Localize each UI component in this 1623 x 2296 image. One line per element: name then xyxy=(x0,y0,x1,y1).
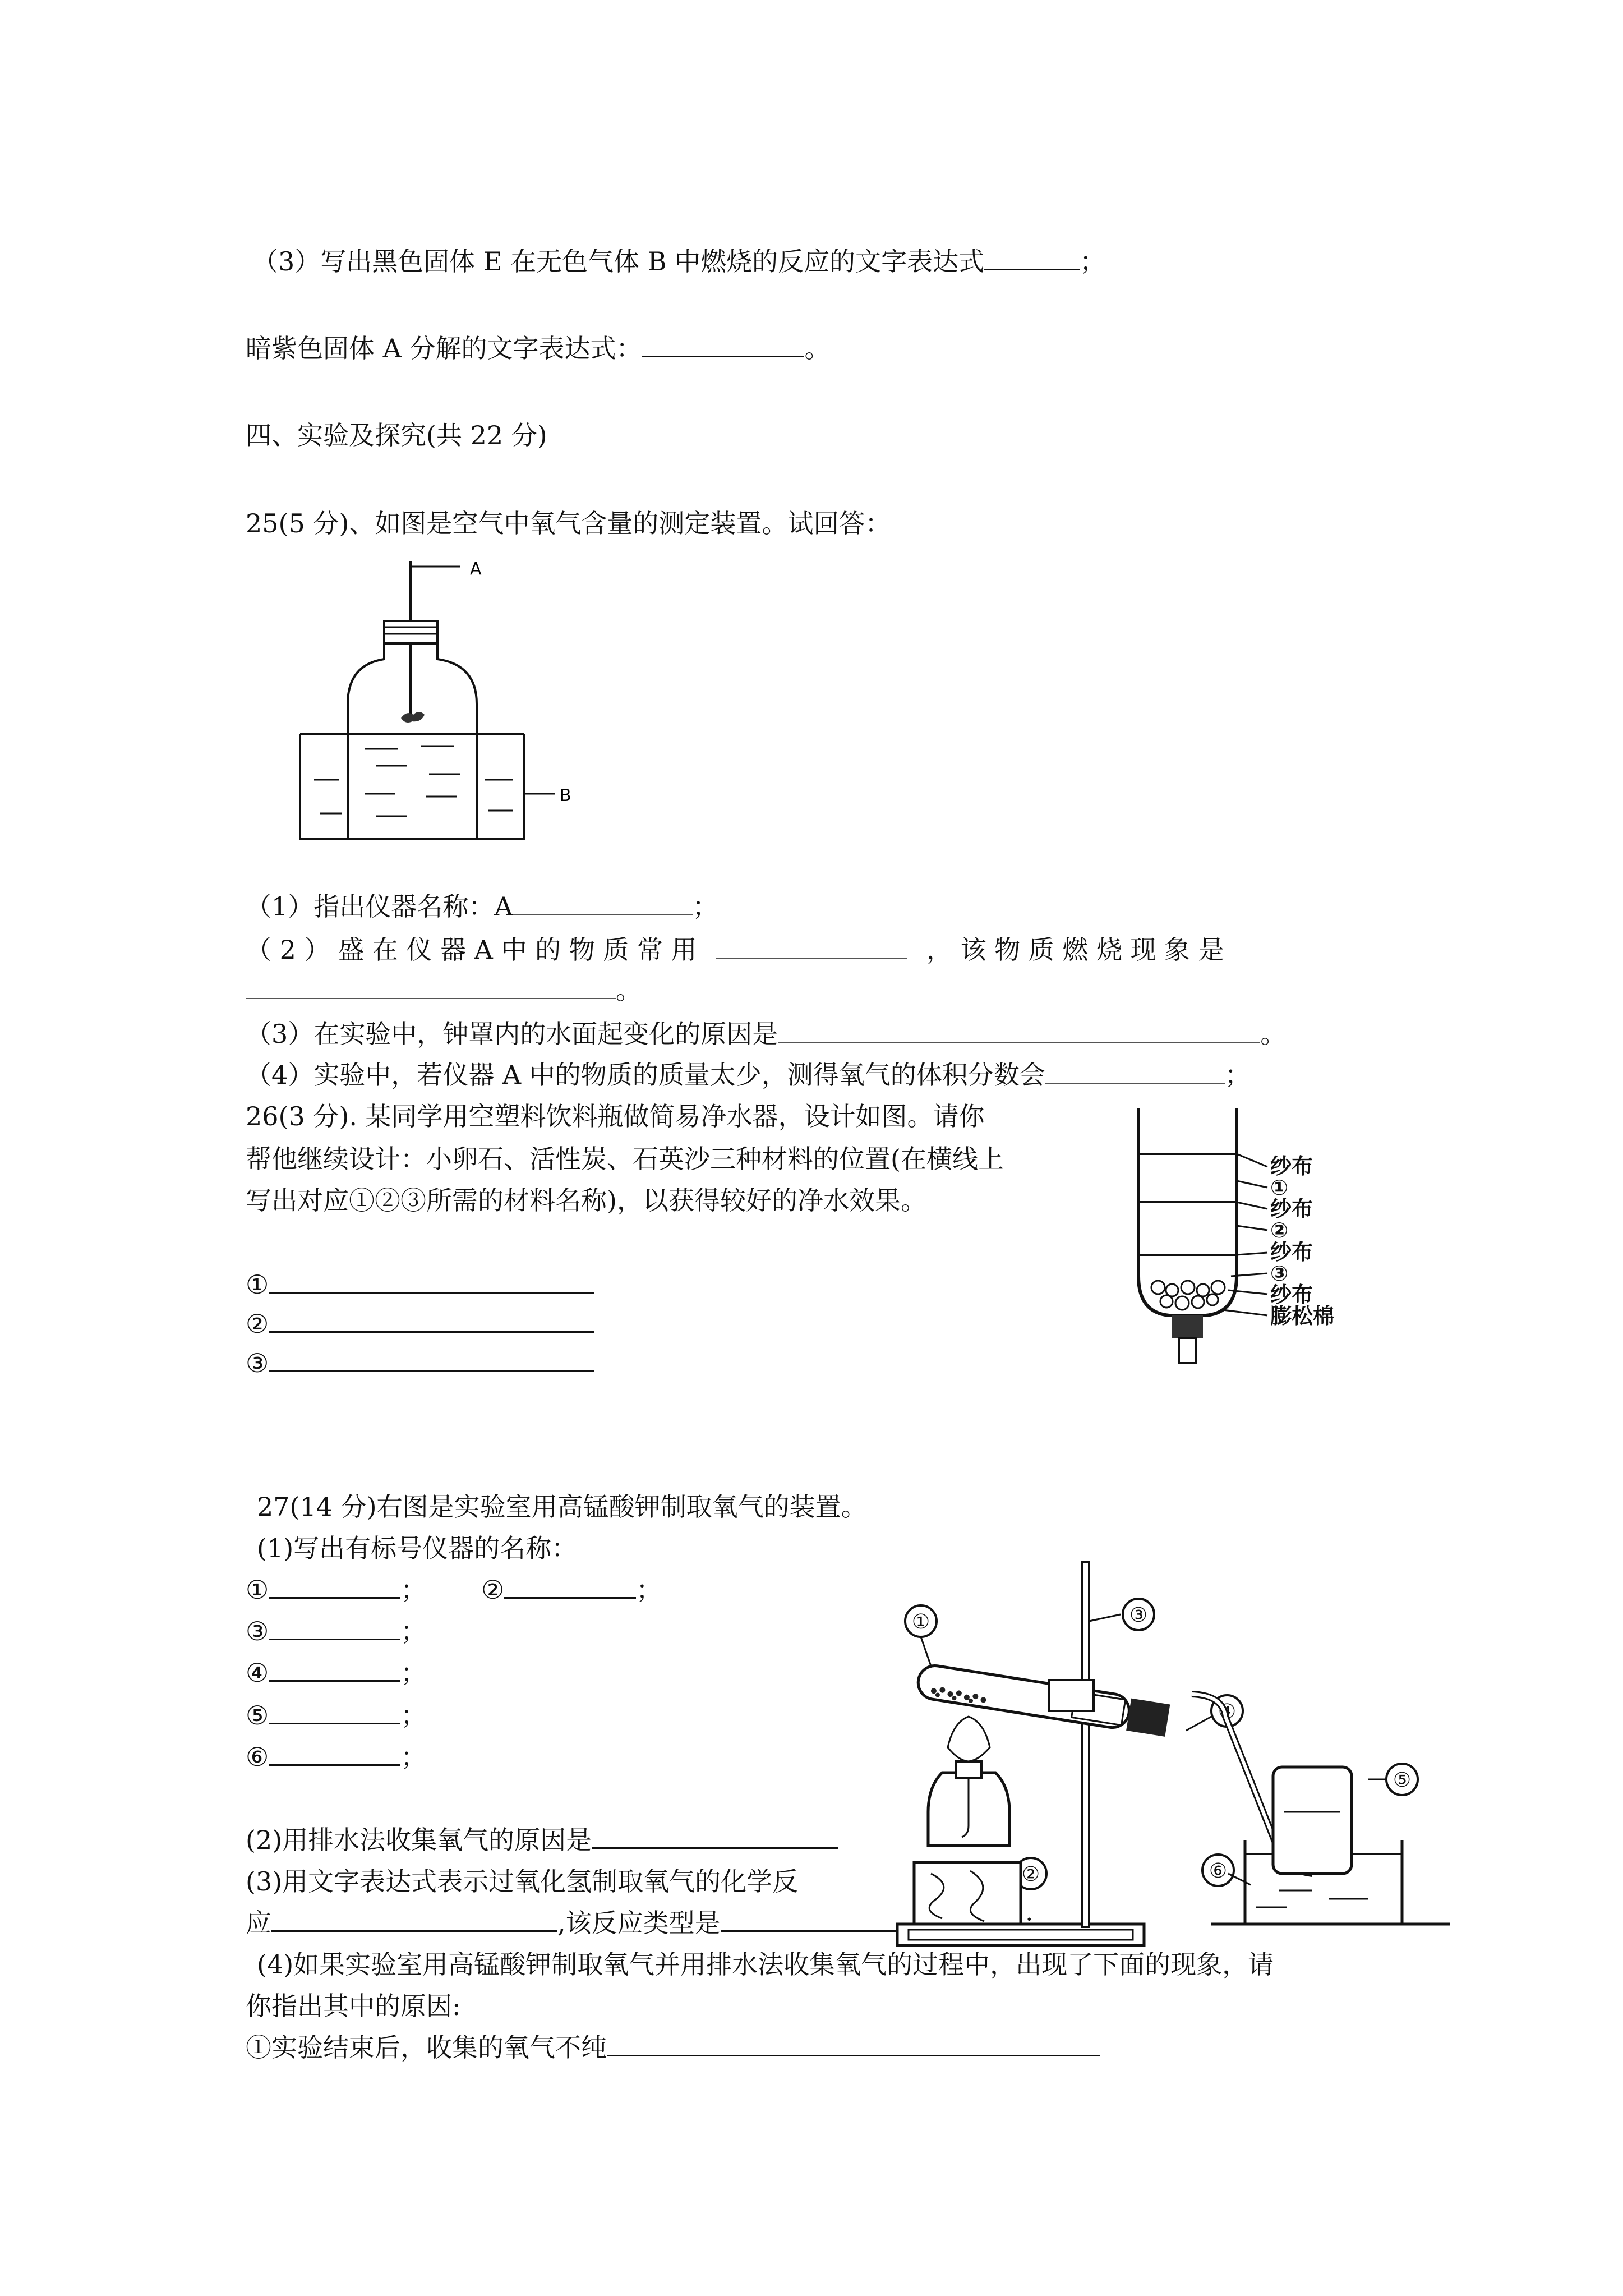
answer-blank[interactable] xyxy=(269,1575,400,1599)
apparatus-mark-6: ⑥ xyxy=(1209,1860,1228,1883)
q27-sub3b: 应 ,该反应类型是 xyxy=(246,1907,1049,1939)
answer-blank[interactable] xyxy=(642,333,804,357)
q27-sub3a: (3)用文字表达式表示过氧化氢制取氧气的化学反 xyxy=(246,1866,799,1897)
answer-blank[interactable] xyxy=(269,1348,594,1372)
q27-sub1: (1)写出有标号仪器的名称： xyxy=(257,1533,578,1563)
q27-blank-5: ⑤ ； xyxy=(246,1700,427,1731)
q24-line3a: （3）写出黑色固体 E 在无色气体 B 中燃烧的反应的文字表达式 ； xyxy=(252,246,1106,277)
q25-sub2a: （ 2 ） 盛 在 仪 器 A 中 的 物 质 常 用 ， 该 物 质 燃 烧 现 象 是 xyxy=(246,935,1224,965)
label-a: A xyxy=(470,559,482,579)
q26-blank-3: ③ xyxy=(246,1347,594,1379)
filter-label-mark-1: ① xyxy=(1270,1175,1289,1200)
q26-line3: 写出对应①②③所需的材料名称)，以获得较好的净水效果。 xyxy=(246,1185,926,1216)
q27-oxygen-apparatus-figure xyxy=(886,1548,1453,1952)
q27-blank-4: ④ ； xyxy=(246,1658,427,1688)
q27-sub4b: 你指出其中的原因: xyxy=(246,1991,461,2021)
q25-stem: 25(5 分)、如图是空气中氧气含量的测定装置。试回答： xyxy=(246,508,891,539)
q25-apparatus-figure xyxy=(292,555,583,853)
answer-blank[interactable] xyxy=(269,1700,400,1724)
answer-blank[interactable] xyxy=(716,935,907,959)
filter-label-cotton: 膨松棉 xyxy=(1270,1304,1335,1328)
answer-blank[interactable] xyxy=(607,2032,1100,2056)
filter-label-gauze-3: 纱布 xyxy=(1270,1240,1313,1264)
q27-stem: 27(14 分)右图是实验室用高锰酸钾制取氧气的装置。 xyxy=(257,1492,867,1522)
filter-label-mark-2: ② xyxy=(1270,1218,1289,1243)
answer-blank[interactable] xyxy=(269,1616,400,1640)
apparatus-mark-4: ④ xyxy=(1218,1700,1237,1723)
q27-blank-6: ⑥ ； xyxy=(246,1742,427,1772)
answer-blank[interactable] xyxy=(504,1575,636,1599)
answer-blank[interactable] xyxy=(269,1658,400,1682)
answer-blank[interactable] xyxy=(513,892,693,915)
q27-blank-2: ② ； xyxy=(481,1575,662,1605)
q26-line2: 帮他继续设计：小卵石、活性炭、石英沙三种材料的位置(在横线上 xyxy=(246,1144,1004,1174)
q26-line1: 26(3 分). 某同学用空塑料饮料瓶做简易净水器，设计如图。请你 xyxy=(246,1101,985,1131)
apparatus-mark-3: ③ xyxy=(1129,1604,1148,1627)
q26-blank-1: ① xyxy=(246,1269,594,1300)
answer-blank[interactable] xyxy=(269,1309,594,1333)
q25-sub3: （3）在实验中，钟罩内的水面起变化的原因是 。 xyxy=(246,1019,1287,1049)
filter-label-gauze-4: 纱布 xyxy=(1270,1282,1313,1307)
answer-blank[interactable] xyxy=(269,1269,594,1294)
q27-blank-1: ① ； xyxy=(246,1575,427,1605)
filter-label-gauze-2: 纱布 xyxy=(1270,1197,1313,1221)
q27-sub4a: (4)如果实验室用高锰酸钾制取氧气并用排水法收集氧气的过程中，出现了下面的现象，请 xyxy=(257,1949,1274,1980)
apparatus-mark-5: ⑤ xyxy=(1393,1769,1412,1792)
apparatus-mark-1: ① xyxy=(911,1611,930,1634)
q27-sub4c: ①实验结束后，收集的氧气不纯 xyxy=(246,2032,1100,2063)
apparatus-mark-2: ② xyxy=(1021,1863,1040,1886)
label-b: B xyxy=(560,786,571,806)
q24-line3b: 暗紫色固体 A 分解的文字表达式： 。 xyxy=(246,333,831,364)
answer-blank[interactable] xyxy=(778,1019,1260,1043)
q27-blank-3: ③ ； xyxy=(246,1616,427,1646)
q26-blank-2: ② xyxy=(246,1308,594,1340)
section-title: 四、实验及探究(共 22 分) xyxy=(246,420,547,450)
answer-blank[interactable] xyxy=(246,976,616,999)
filter-label-gauze-1: 纱布 xyxy=(1270,1154,1313,1179)
q25-sub1: （1）指出仪器名称：A ； xyxy=(246,891,718,922)
q26-filter-figure xyxy=(1116,1097,1385,1388)
answer-blank[interactable] xyxy=(984,246,1080,270)
q27-sub2: (2)用排水法收集氧气的原因是 xyxy=(246,1824,838,1856)
answer-blank[interactable] xyxy=(269,1742,400,1766)
q25-sub2-continued: 。 xyxy=(246,974,642,1006)
q25-sub4: （4）实验中，若仪器 A 中的物质的质量太少，测得氧气的体积分数会 ； xyxy=(246,1060,1251,1090)
answer-blank[interactable] xyxy=(271,1908,557,1932)
answer-blank[interactable] xyxy=(592,1825,838,1849)
filter-label-mark-3: ③ xyxy=(1270,1261,1289,1286)
answer-blank[interactable] xyxy=(1045,1060,1225,1084)
